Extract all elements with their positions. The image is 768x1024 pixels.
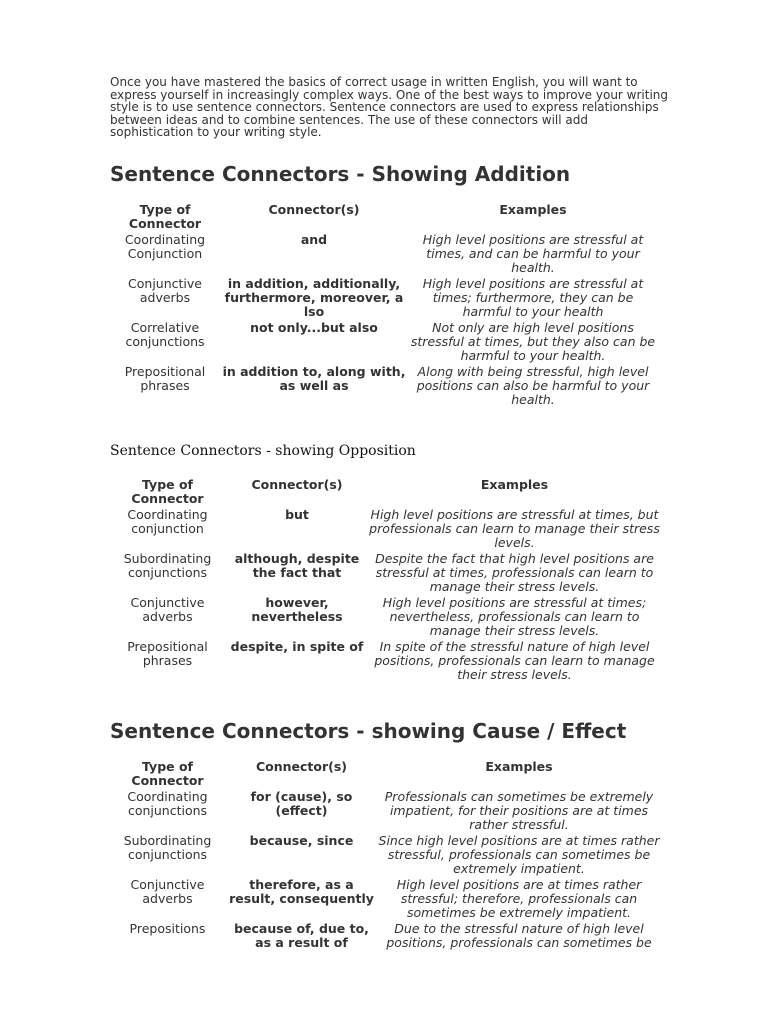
header-type: Type of Connector: [131, 759, 204, 788]
header-examples: Examples: [499, 202, 567, 217]
table-row: [110, 922, 660, 952]
cell-connector: and: [300, 232, 328, 247]
cell-connector: in addition, additionally, furthermore, moreover, a lso: [224, 276, 404, 319]
cell-example: High level positions are stressful at times; furthermore, they can be harmful to your health: [422, 276, 644, 319]
cell-connector: although, despite the fact that: [234, 551, 360, 580]
table-row: [110, 552, 660, 596]
heading-cause-effect: Sentence Connectors - showing Cause / Effect: [110, 719, 627, 743]
heading-opposition: Sentence Connectors - showing Opposition: [110, 443, 416, 459]
cell-type: Coordinating conjunctions: [127, 789, 208, 818]
cell-type: Conjunctive adverbs: [130, 877, 205, 906]
cell-type: Prepositional phrases: [127, 639, 208, 668]
table-row: [110, 321, 658, 365]
cell-connector: but: [285, 507, 309, 522]
header-type: Type of Connector: [128, 202, 202, 231]
table-row: [110, 596, 660, 640]
cell-example: High level positions are at times rather stressful; therefore, professionals can sometimes be extremely impatient.: [396, 877, 642, 920]
table-header-row: [110, 760, 660, 790]
table-addition: [110, 203, 658, 409]
header-examples: Examples: [480, 477, 549, 492]
header-type: Type of Connector: [131, 477, 204, 506]
cell-type: Subordinating conjunctions: [123, 833, 212, 862]
cell-example: Professionals can sometimes be extremely impatient, for their positions are at times rather stressful.: [384, 789, 654, 832]
cell-example: Since high level positions are at times rather stressful, professionals can sometimes be extremely impatient.: [378, 833, 660, 876]
cell-type: Prepositional phrases: [124, 364, 206, 393]
table-row: [110, 640, 660, 684]
header-examples: Examples: [485, 759, 553, 774]
cell-connector: not only...but also: [250, 320, 378, 335]
cell-example: Due to the stressful nature of high level positions, professionals can sometimes be: [386, 921, 652, 950]
header-connectors: Connector(s): [268, 202, 360, 217]
cell-example: High level positions are stressful at times, and can be harmful to your health.: [422, 232, 644, 275]
table-row: [110, 878, 660, 922]
cell-connector: because, since: [249, 833, 354, 848]
table-header-row: [110, 478, 660, 508]
intro-paragraph: Once you have mastered the basics of correct usage in written English, you will want to express yourself in increasingly complex ways. One of the best ways to improve your writing style is to use sentence connectors. Sentence connectors are used to express relationships between ideas and to combine sentences. The use of these connectors will add sophistication to your writing style.: [110, 75, 669, 140]
table-row: [110, 508, 660, 552]
header-connectors: Connector(s): [255, 759, 348, 774]
cell-example: High level positions are stressful at times; nevertheless, professionals can learn to manage their stress levels.: [382, 595, 647, 638]
heading-addition: Sentence Connectors - Showing Addition: [110, 162, 571, 186]
header-connectors: Connector(s): [251, 477, 343, 492]
cell-type: Conjunctive adverbs: [128, 276, 202, 305]
cell-connector: despite, in spite of: [230, 639, 364, 654]
cell-example: In spite of the stressful nature of high level positions, professionals can learn to manage their stress levels.: [374, 639, 655, 682]
cell-example: High level positions are stressful at times, but professionals can learn to manage their stress levels.: [369, 507, 660, 550]
cell-type: Coordinating Conjunction: [124, 232, 206, 261]
table-header-row: [110, 203, 658, 233]
table-row: [110, 365, 658, 409]
cell-example: Along with being stressful, high level positions can also be harmful to your health.: [416, 364, 650, 407]
cell-type: Subordinating conjunctions: [123, 551, 212, 580]
table-row: [110, 233, 658, 277]
cell-connector: for (cause), so (effect): [250, 789, 353, 818]
table-row: [110, 790, 660, 834]
table-row: [110, 277, 658, 321]
cell-connector: however, nevertheless: [251, 595, 343, 624]
table-opposition: [110, 478, 660, 684]
cell-type: Coordinating conjunction: [127, 507, 208, 536]
cell-connector: because of, due to, as a result of: [234, 921, 369, 950]
cell-connector: therefore, as a result, consequently: [229, 877, 374, 906]
cell-example: Not only are high level positions stressful at times, but they also can be harmful to your health.: [410, 320, 656, 363]
cell-type: Conjunctive adverbs: [130, 595, 205, 624]
cell-connector: in addition to, along with, as well as: [222, 364, 406, 393]
cell-type: Correlative conjunctions: [125, 320, 205, 349]
cell-type: Prepositions: [129, 921, 206, 936]
table-row: [110, 834, 660, 878]
table-cause-effect: [110, 760, 660, 952]
cell-example: Despite the fact that high level positions are stressful at times, professionals can learn to manage their stress levels.: [375, 551, 654, 594]
